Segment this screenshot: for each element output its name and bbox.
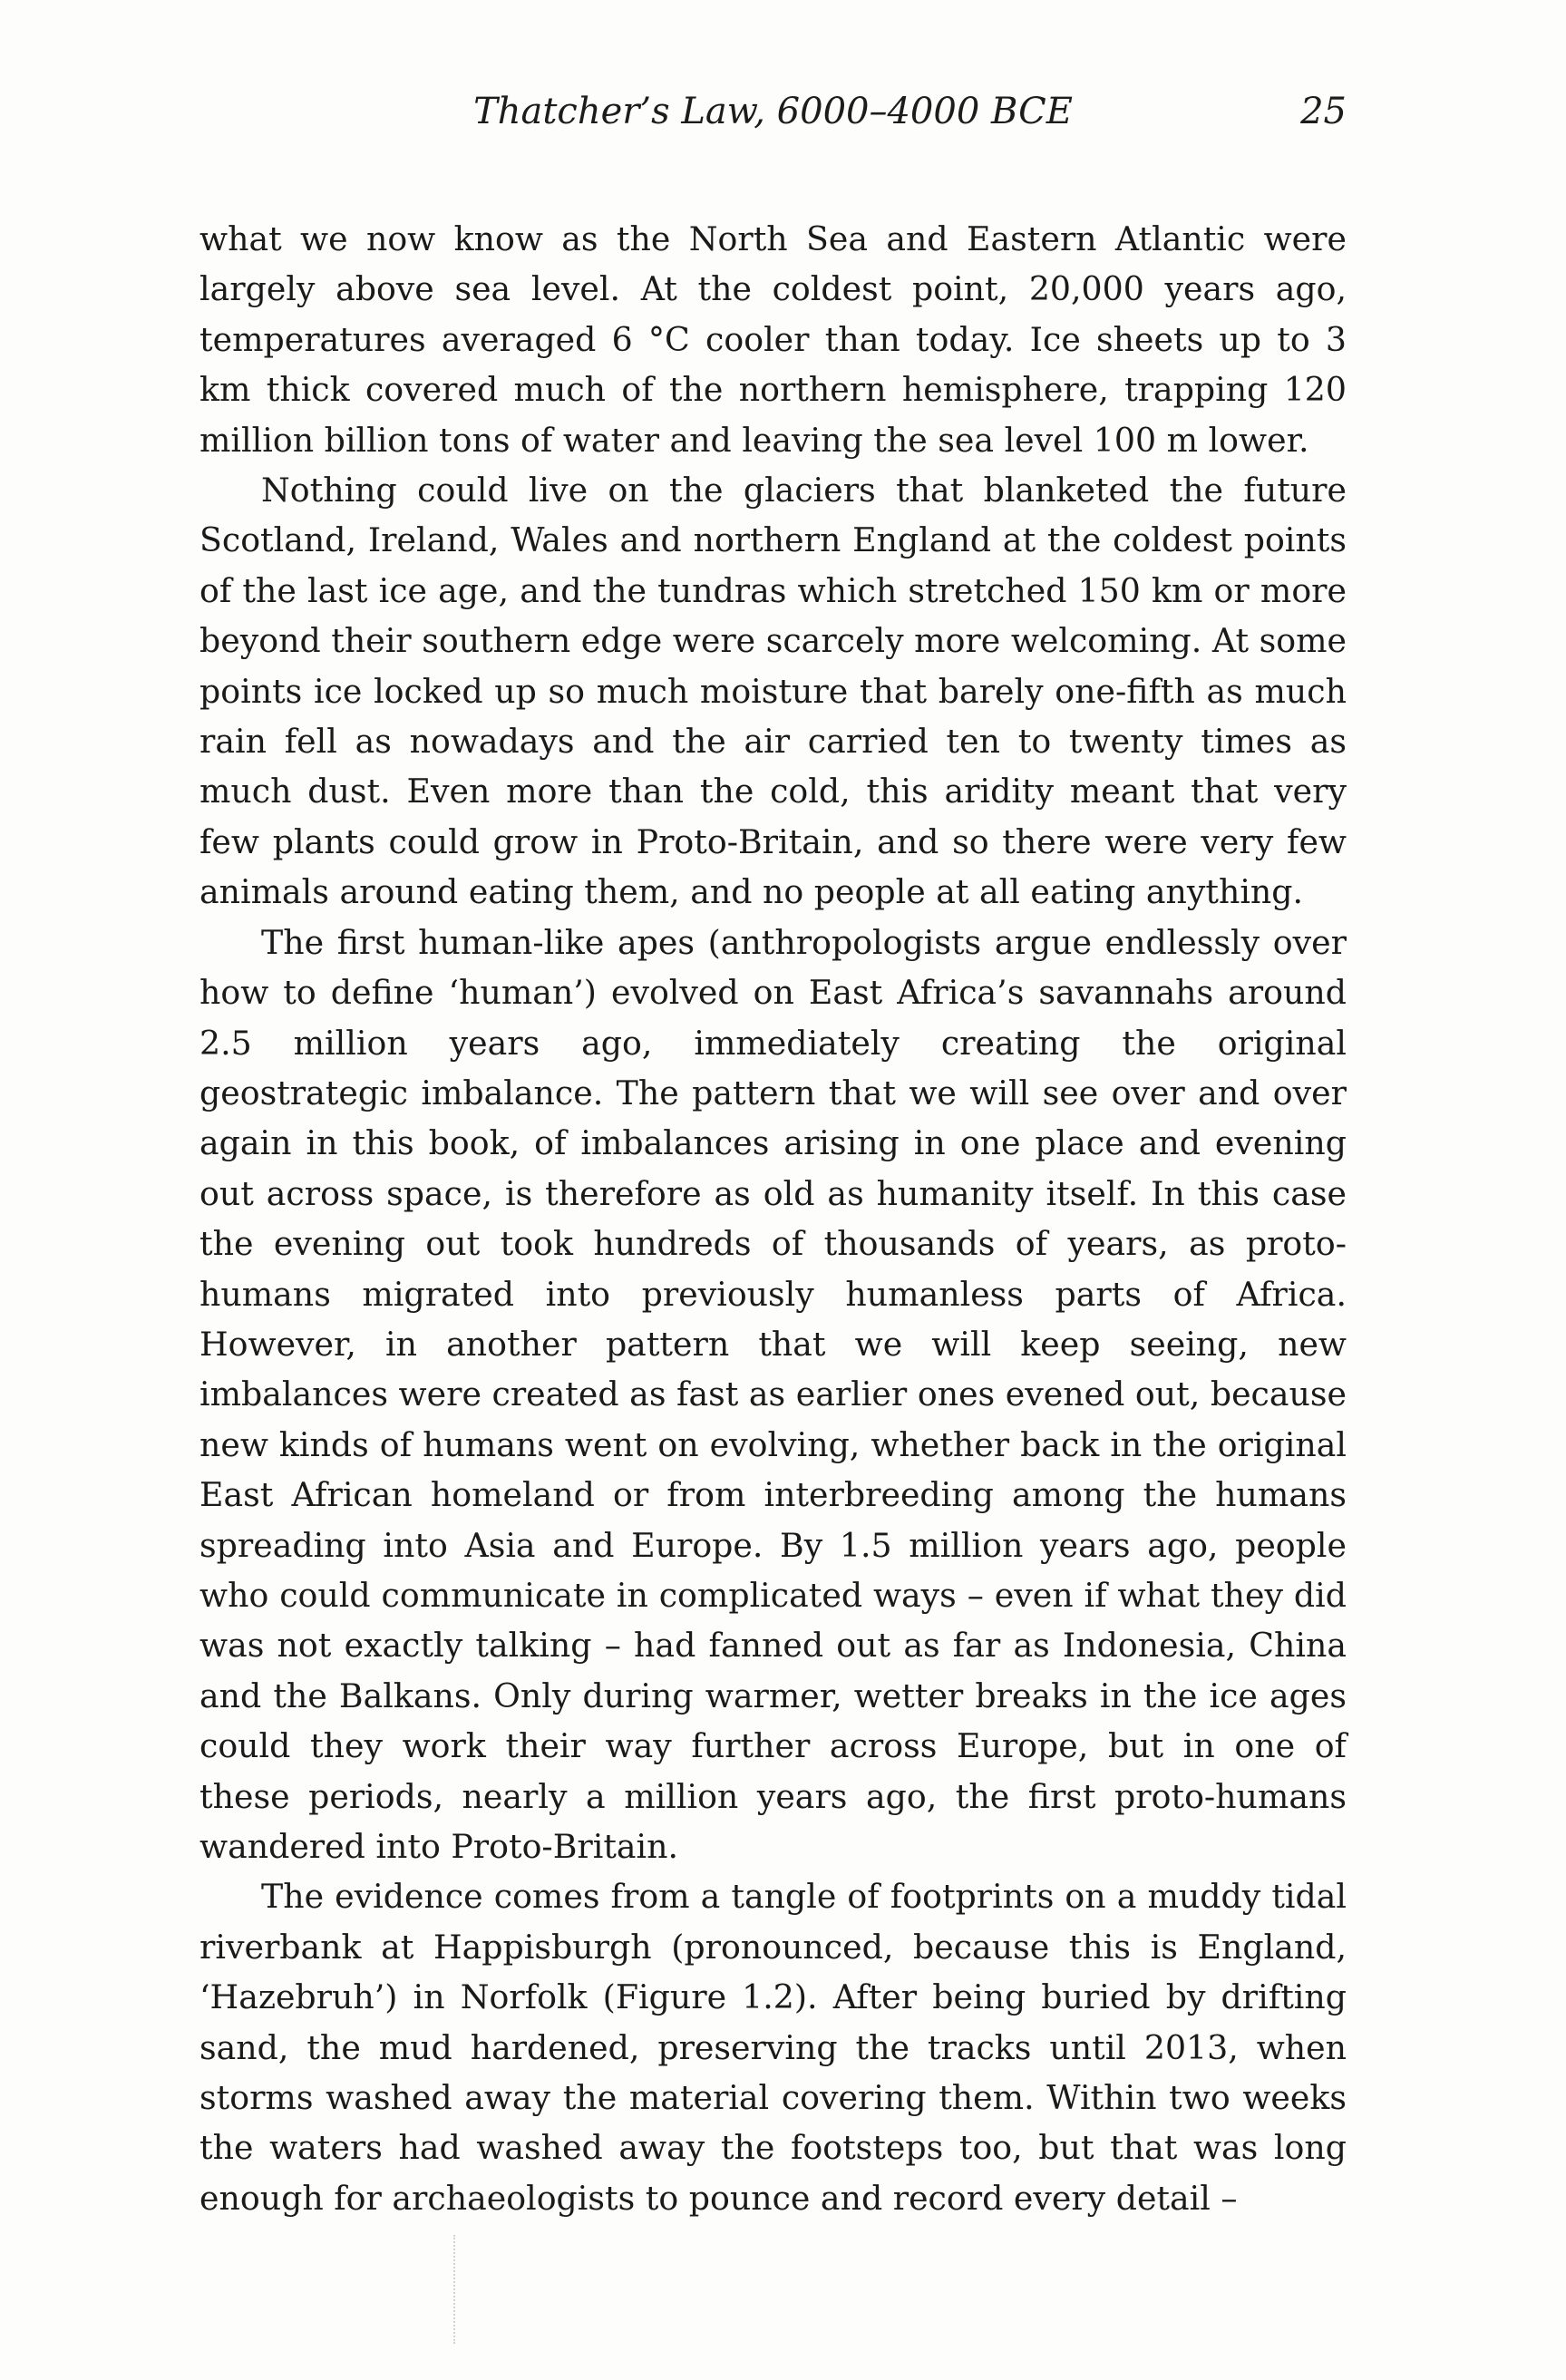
body-text	[199, 214, 1347, 2223]
paragraph-continued: what we now know as the North Sea and Eastern Atlantic were largely above sea level. At the coldest point, 20,000 years ago, temperatures averaged 6 °C cooler than today. Ice sheets up to 3 km thick covered much of the northern hemisphere, trapping 120 million billion tons of water and leaving the sea level 100 m lower.	[199, 219, 1347, 460]
running-head	[199, 91, 1347, 145]
page-number: 25	[1300, 91, 1347, 132]
paragraph: Nothing could live on the glaciers that blanketed the future Scotland, Ireland, Wales and northern England at the coldest points of the last ice age, and the tundras which stretched 150 km or more beyond their southern edge were scarcely more welcoming. At some points ice locked up so much moisture that barely one-fifth as much rain fell as nowadays and the air carried ten to twenty times as much dust. Even more than the cold, this aridity meant that very few plants could grow in Proto-Britain, and so there were very few animals around eating them, and no people at all eating anything.	[199, 471, 1347, 912]
paragraph: The evidence comes from a tangle of footprints on a muddy tidal riverbank at Happisburgh (pronounced, because this is England, ‘Hazebruh’) in Norfolk (Figure 1.2). After being buried by drifting sand, the mud hardened, preserving the tracks until 2013, when storms washed away the material covering them. Within two weeks the waters had washed away the footsteps too, but that was long enough for archaeologists to pounce and record every detail –	[199, 1877, 1347, 2218]
scan-artifact-mark	[453, 2235, 457, 2344]
running-title: Thatcher’s Law, 6000–4000 BCE	[473, 91, 1073, 132]
paragraph: The first human-like apes (anthropologists argue endlessly over how to define ‘human’) evolved on East Africa’s savannahs around 2.5 million years ago, immediately creating the original geostrategic imbalance. The pattern that we will see over and over again in this book, of imbalances arising in one place and evening out across space, is therefore as old as humanity itself. In this case the evening out took hundreds of thousands of years, as proto-humans migrated into previously humanless parts of Africa. However, in another pattern that we will keep seeing, new imbalances were created as fast as earlier ones evened out, because new kinds of humans went on evolving, whether back in the original East African homeland or from interbreeding among the humans spreading into Asia and Europe. By 1.5 million years ago, people who could communicate in complicated ways – even if what they did was not exactly talking – had fanned out as far as Indonesia, China and the Balkans. Only during warmer, wetter breaks in the ice ages could they work their way further across Europe, but in one of these periods, nearly a million years ago, the first proto-humans wandered into Proto-Britain.	[199, 922, 1347, 1866]
